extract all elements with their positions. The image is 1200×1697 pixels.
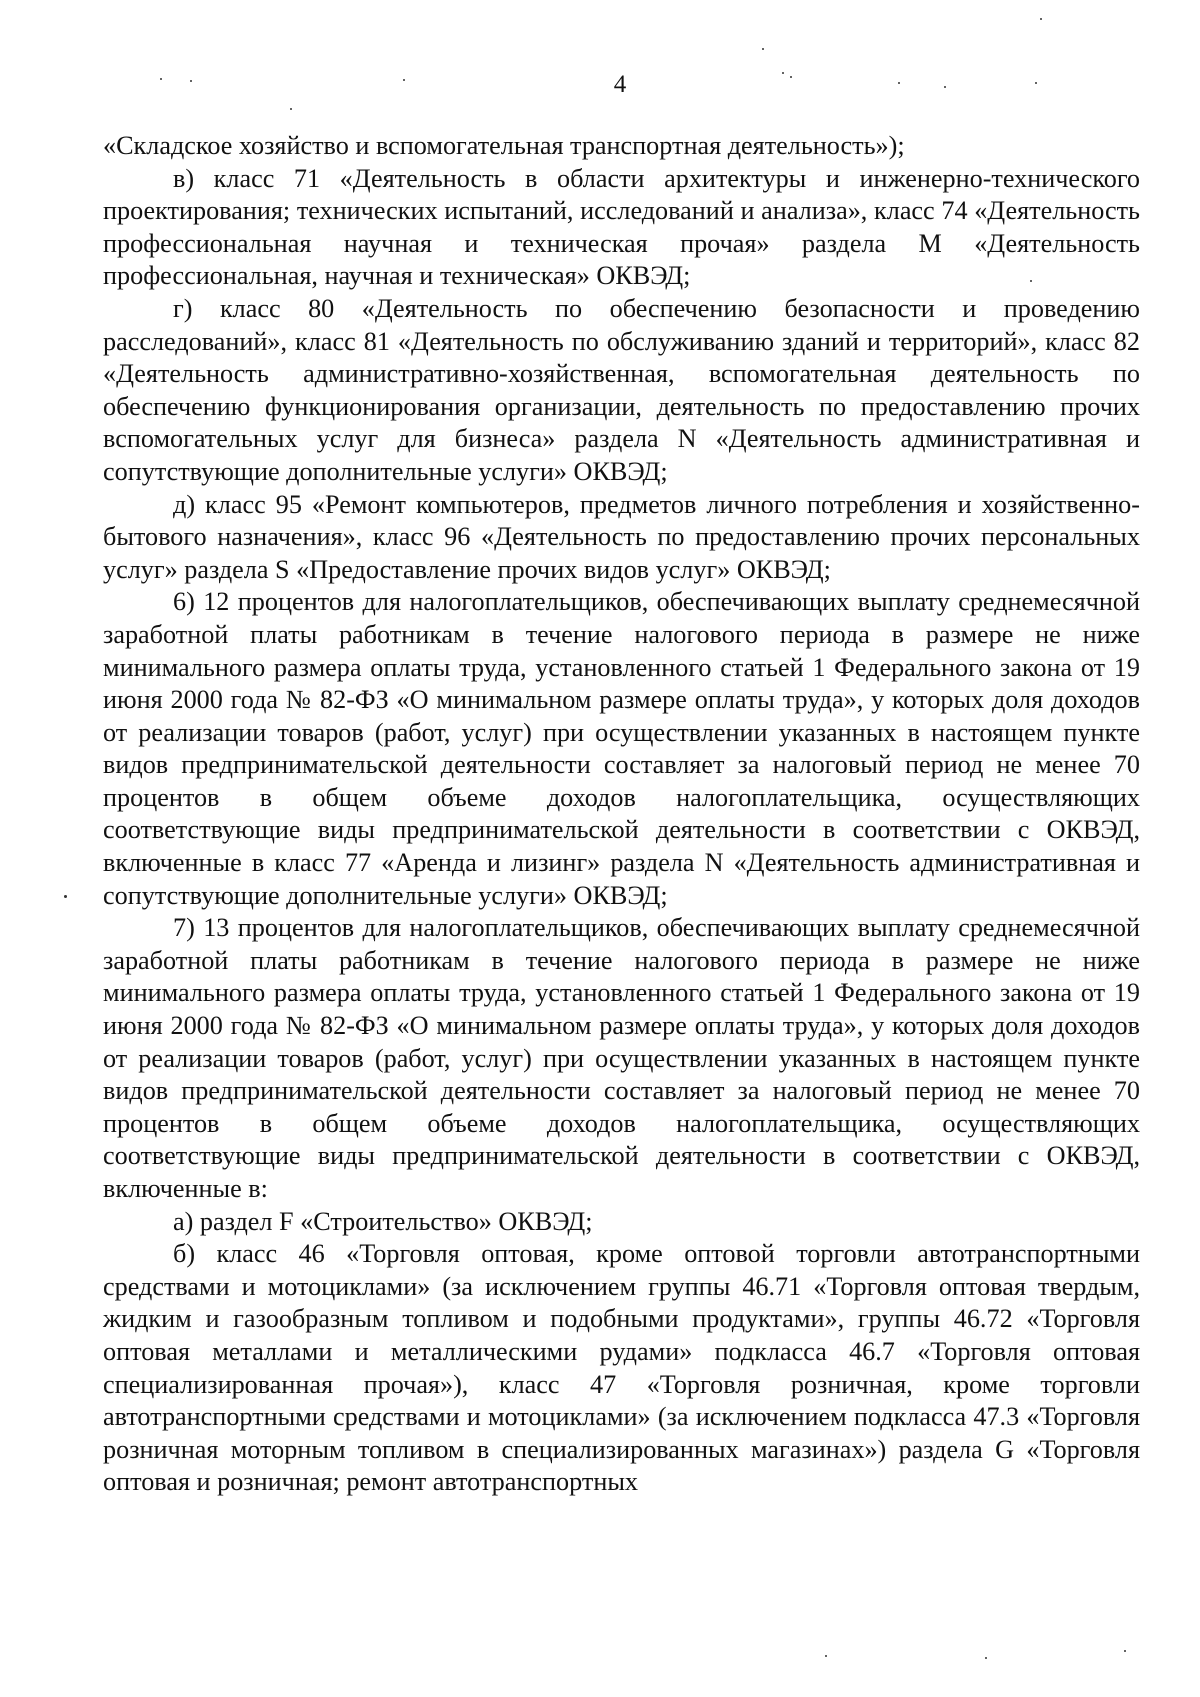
paragraph-item-v: в) класс 71 «Деятельность в области архитектуры и инженерно-технического проектирования; технических испытаний, исследований и анализа», класс 74 «Деятельность профессиональная научная и техническая прочая» раздела M «Деятельность профессиональная, научная и техническая» ОКВЭД; bbox=[103, 163, 1140, 291]
scan-speck bbox=[1030, 280, 1032, 282]
scan-speck bbox=[1035, 82, 1037, 84]
scan-speck bbox=[898, 82, 900, 84]
paragraph-item-d: д) класс 95 «Ремонт компьютеров, предметов личного потребления и хозяйственно-бытового назначения», класс 96 «Деятельность по предоставлению прочих персональных услуг» раздела S «Предоставление прочих видов услуг» ОКВЭД; bbox=[103, 489, 1140, 584]
scan-speck bbox=[190, 80, 192, 82]
paragraph-item-7: 7) 13 процентов для налогоплательщиков, обеспечивающих выплату среднемесячной заработной платы работникам в течение налогового периода в размере не ниже минимального размера оплаты труда, установленного статьей 1 Федерального закона от 19 июня 2000 года № 82-ФЗ «О минимальном размере оплаты труда», у которых доля доходов от реализации товаров (работ, услуг) при осуществлении указанных в настоящем пункте видов предпринимательской деятельности составляет за налоговый период не менее 70 процентов в общем объеме доходов налогоплательщика, осуществляющих соответствующие виды предпринимательской деятельности в соответствии с ОКВЭД, включенные в: bbox=[103, 913, 1140, 1203]
scan-speck bbox=[403, 79, 405, 81]
document-body bbox=[103, 130, 1140, 1499]
scan-speck bbox=[790, 76, 792, 78]
paragraph-item-6: 6) 12 процентов для налогоплательщиков, обеспечивающих выплату среднемесячной заработной платы работникам в течение налогового периода в размере не ниже минимального размера оплаты труда, установленного статьей 1 Федерального закона от 19 июня 2000 года № 82-ФЗ «О минимальном размере оплаты труда», у которых доля доходов от реализации товаров (работ, услуг) при осуществлении указанных в настоящем пункте видов предпринимательской деятельности составляет за налоговый период не менее 70 процентов в общем объеме доходов налогоплательщика, осуществляющих соответствующие виды предпринимательской деятельности в соответствии с ОКВЭД, включенные в класс 77 «Аренда и лизинг» раздела N «Деятельность административная и сопутствующие дополнительные услуги» ОКВЭД; bbox=[103, 587, 1140, 910]
paragraph-continuation: «Складское хозяйство и вспомогательная транспортная деятельность»); bbox=[103, 131, 905, 160]
scan-speck bbox=[782, 72, 784, 74]
scan-speck bbox=[985, 1657, 987, 1659]
scan-speck bbox=[1124, 1650, 1126, 1652]
paragraph-item-b: б) класс 46 «Торговля оптовая, кроме оптовой торговли автотранспортными средствами и мотоциклами» (за исключением группы 46.71 «Торговля оптовая твердым, жидким и газообразным топливом и подобными продуктами», группы 46.72 «Торговля оптовая металлами и металлическими рудами» подкласса 46.7 «Торговля оптовая специализированная прочая»), класс 47 «Торговля розничная, кроме торговли автотранспортными средствами и мотоциклами» (за исключением подкласса 47.3 «Торговля розничная моторным топливом в специализированных магазинах») раздела G «Торговля оптовая и розничная; ремонт автотранспортных bbox=[103, 1239, 1140, 1497]
scan-speck bbox=[944, 86, 946, 88]
scan-speck bbox=[1040, 18, 1042, 20]
scan-speck bbox=[290, 108, 292, 110]
scan-speck bbox=[825, 1655, 827, 1657]
paragraph-item-g: г) класс 80 «Деятельность по обеспечению безопасности и проведению расследований», класс 81 «Деятельность по обслуживанию зданий и территорий», класс 82 «Деятельность административно-хозяйственная, вспомогательная деятельность по обеспечению функционирования организации, деятельность по предоставлению прочих вспомогательных услуг для бизнеса» раздела N «Деятельность административная и сопутствующие дополнительные услуги» ОКВЭД; bbox=[103, 293, 1140, 486]
scan-speck bbox=[160, 78, 162, 80]
page-number: 4 bbox=[613, 71, 627, 98]
scan-speck bbox=[762, 48, 764, 50]
paragraph-item-a: а) раздел F «Строительство» ОКВЭД; bbox=[173, 1206, 593, 1236]
scan-speck bbox=[64, 895, 67, 898]
